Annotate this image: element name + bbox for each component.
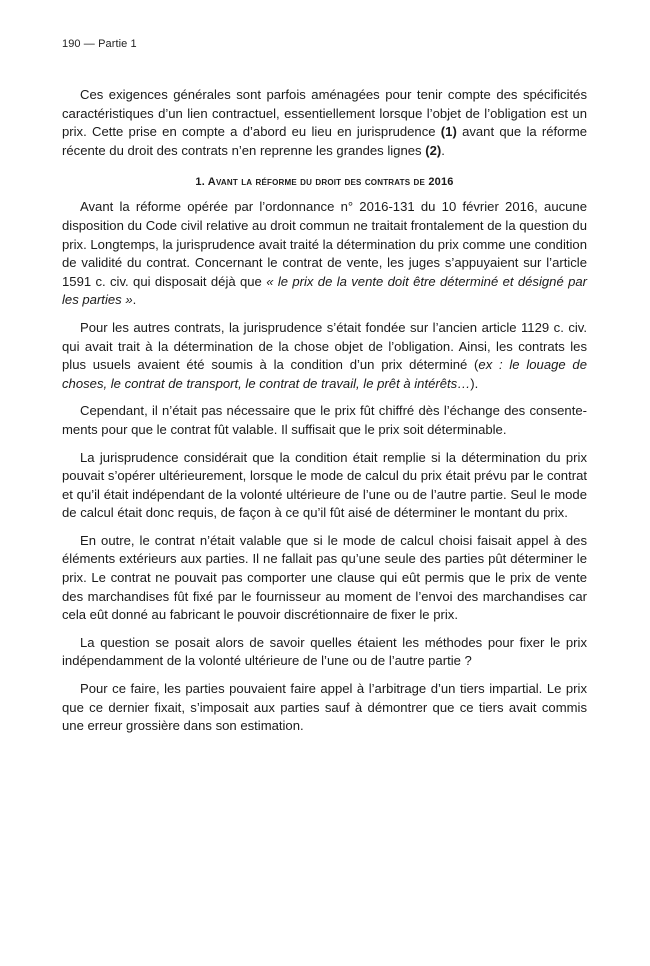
intro-text: Ces exigences générales sont parfois aménagées pour tenir compte des spécificités caractéristiques d’un lien contractuel, essentiellement lorsque l’objet de l’obligation est un prix. Cette prise en compte a d’abord eu lieu en jurisprudence	[62, 87, 587, 140]
intro-mid: avant que la réforme récente du droit des contrats n’en reprenne les grandes lignes	[62, 124, 588, 158]
intro-paragraph	[62, 86, 587, 160]
paragraph-2	[62, 319, 587, 393]
section-heading-year: 2016	[428, 176, 454, 189]
footnote-ref-1: (1)	[440, 124, 457, 140]
paragraph-5: En outre, le contrat n’était valable que si le mode de calcul choisi faisait appel à des éléments extérieurs aux parties. Il ne fallait pas qu’une seule des parties pût déterminer le prix. Le contrat ne pouvait pas comporter une clause qui eût permis que le prix de vente des marchandises fût fixé par le fournisseur au moment de l’envoi des marchandises car cela eût donné au fabricant le pouvoir discrétionnaire de fixer le prix.	[62, 532, 587, 623]
paragraph-6: La question se posait alors de savoir quelles étaient les méthodes pour fixer le prix indépendamment de la volonté ultérieure de l’une ou de l’autre partie ?	[62, 634, 587, 669]
section-heading	[62, 174, 587, 190]
paragraph-7: Pour ce faire, les parties pouvaient faire appel à l’arbitrage d’un tiers impartial. Le prix que ce dernier fixait, s’imposait aux parties sauf à démontrer que ce tiers avait commis une erreur grossière dans son estimation.	[62, 681, 587, 734]
running-header: 190 — Partie 1	[62, 38, 137, 50]
paragraph-2-end: ).	[470, 375, 479, 391]
page-body	[62, 86, 587, 745]
section-heading-text: 1. Avant la réforme du droit des contrats de	[195, 176, 426, 189]
article-quote: « le prix de la vente doit être déterminé et désigné par les parties »	[62, 273, 588, 308]
paragraph-1-end: .	[132, 292, 137, 308]
examples-italic: ex : le louage de choses, le contrat de transport, le contrat de travail, le prêt à intérêts…	[62, 357, 587, 391]
paragraph-2-text: Pour les autres contrats, la jurisprudence s’était fondée sur l’ancien article 1129 c. civ. qui avait trait à la détermination de la chose objet de l’obligation. Ainsi, les contrats les plus usuels avaient été soumis à la condition d’un prix déterminé (	[62, 319, 587, 373]
paragraph-4: La jurisprudence considérait que la condition était remplie si la détermination du prix pouvait s’opérer ultérieurement, lorsque le mode de calcul du prix était prévu par le contrat et qu’il était indépendant de la volonté ultérieure de l’une ou de l’autre partie. Seul le mode de calcul était donc requis, de façon à ce qu’il fût aisé de déterminer le montant du prix.	[62, 449, 587, 521]
paragraph-1	[62, 198, 587, 310]
footnote-ref-2: (2)	[425, 142, 442, 158]
intro-end: .	[441, 142, 445, 158]
paragraph-3: Cependant, il n’était pas nécessaire que le prix fût chiffré dès l’échange des consentements pour que le contrat fût valable. Il suffisait que le prix soit déterminable.	[62, 403, 587, 437]
paragraph-1-text: Avant la réforme opérée par l’ordonnance n° 2016-131 du 10 février 2016, aucune disposition du Code civil relative au droit commun ne traitait frontalement de la question du prix. Longtemps, la jurisprudence avait traité la détermination du prix comme une condition de validité du contrat. Concernant le contrat de vente, les juges s’appuyaient sur l’article 1591 c. civ. qui disposait déjà que	[62, 199, 587, 289]
